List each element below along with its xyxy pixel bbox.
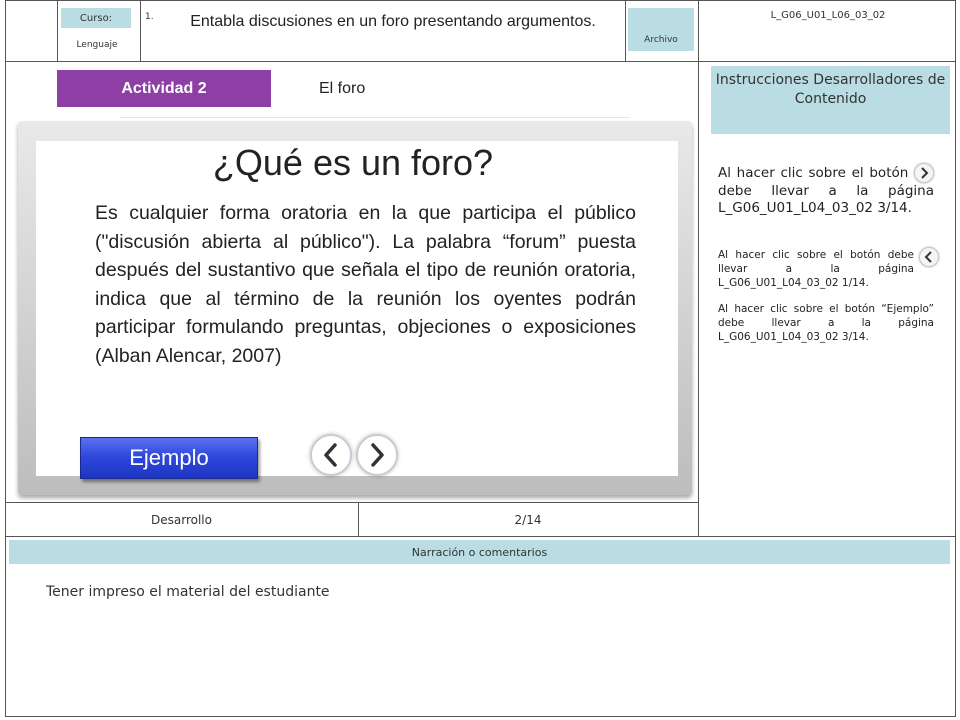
banner-underline [120, 117, 630, 118]
header-divider [5, 61, 956, 62]
slide-body: Es cualquier forma oratoria en la que participa el público ("discusión abierta al público"). La palabra “forum” puesta después del sustantivo que señala el tipo de reunión oratoria, indica que al término de la reunión los oyentes podrán participar formulando preguntas, objeciones o exposiciones (Alban Alencar, 2007) [95, 202, 636, 367]
course-value: Lenguaje [76, 40, 118, 50]
activity-title: El foro [319, 80, 366, 97]
frame-left [5, 0, 6, 717]
header-col-1 [57, 0, 58, 61]
header-col-4 [698, 0, 699, 61]
slide-heading: ¿Qué es un foro? [212, 142, 494, 183]
example-button[interactable]: Ejemplo [80, 437, 258, 479]
chevron-right-icon [366, 442, 388, 468]
narration-text: Tener impreso el material del estudiante [46, 584, 330, 600]
content-divider [698, 61, 699, 537]
frame-bottom [5, 716, 956, 717]
instruction-1-text-a: Al hacer clic sobre el botón [718, 165, 909, 181]
instruction-2-text-a: Al hacer clic sobre el botón [718, 249, 881, 261]
chevron-left-icon [919, 247, 939, 267]
narration-header: Narración o comentarios [9, 540, 950, 564]
instruction-1-text-b: debe llevar a la página L_G06_U01_L04_03_02 3/14. [718, 183, 934, 216]
activity-badge: Actividad 2 [57, 70, 271, 107]
header-col-3 [625, 0, 626, 61]
next-button[interactable] [356, 434, 398, 476]
narration-top [5, 536, 956, 537]
item-number: 1. [145, 12, 154, 22]
page-indicator: 2/14 [514, 512, 542, 527]
chevron-left-icon [320, 442, 342, 468]
section-label: Desarrollo [151, 512, 212, 527]
frame-right [955, 0, 956, 717]
prev-button[interactable] [310, 434, 352, 476]
header-col-2 [140, 0, 141, 61]
instruction-2 [718, 248, 914, 290]
instruction-1 [718, 163, 934, 217]
course-tag: Curso: [61, 8, 131, 28]
file-code: L_G06_U01_L06_03_02 [770, 10, 886, 21]
instructions-header: Instrucciones Desarrolladores de Contenido [711, 66, 950, 134]
instruction-3: Al hacer clic sobre el botón “Ejemplo” debe llevar a la página L_G06_U01_L04_03_02 3/14. [718, 303, 934, 343]
file-label: Archivo [644, 35, 678, 45]
frame-top [5, 0, 956, 1]
file-tag [628, 8, 694, 51]
instruction-2-text-b: debe llevar a la página L_G06_U01_L04_03_02 1/14. [718, 249, 914, 289]
objective-text: Entabla discusiones en un foro presentando argumentos. [190, 13, 596, 30]
chevron-right-icon [914, 163, 934, 183]
